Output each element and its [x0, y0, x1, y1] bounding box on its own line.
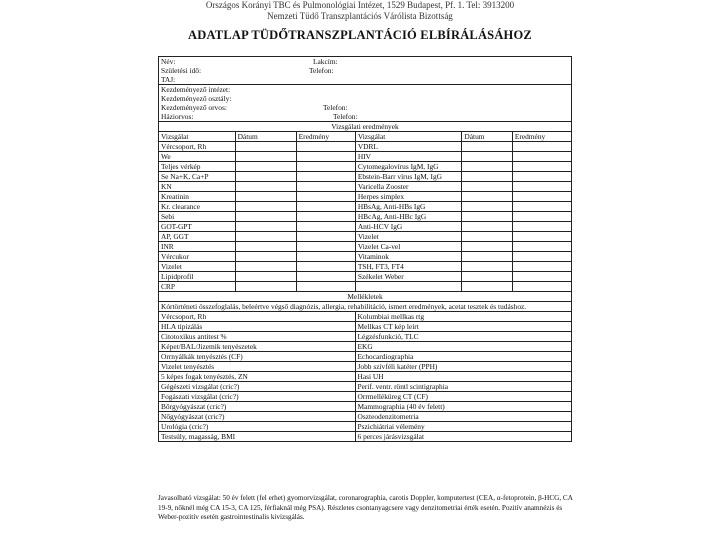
- lab-date-cell[interactable]: [236, 212, 297, 221]
- lab-test-name: Vizelet: [356, 232, 463, 241]
- lab-test-name: Anti-HCV IgG: [356, 222, 463, 231]
- lab-result-cell[interactable]: [513, 242, 571, 251]
- lab-row: [158, 251, 572, 261]
- attachment-item: Bőrgyógyászat (cric?): [159, 402, 356, 411]
- lab-result-cell[interactable]: [297, 232, 356, 241]
- lab-test-name: [356, 282, 463, 291]
- lab-date-cell[interactable]: [462, 252, 512, 261]
- lab-test-name: AP, GGT: [159, 232, 236, 241]
- lab-row: [158, 281, 572, 291]
- lab-test-name: GOT-GPT: [159, 222, 236, 231]
- lab-row: [158, 221, 572, 231]
- personal-row-department: [158, 94, 572, 103]
- lab-date-cell[interactable]: [236, 202, 297, 211]
- lab-row: [158, 271, 572, 281]
- lab-date-cell[interactable]: [236, 172, 297, 181]
- doctor-phone-field[interactable]: Telefon:: [323, 103, 348, 112]
- attachments-note: Kórtörténeti összefoglalás, beleértve végső diagnózis, allergia, rehabilitáció, ismert eredmények, acetat tesztek és tudáshoz.: [158, 301, 572, 311]
- lab-header-result-2: Eredmény: [514, 132, 546, 141]
- lab-result-cell[interactable]: [297, 182, 356, 191]
- lab-result-cell[interactable]: [297, 252, 356, 261]
- lab-result-cell[interactable]: [513, 262, 571, 271]
- attachment-item: Mammographia (40 év felett): [357, 402, 445, 411]
- lab-date-cell[interactable]: [462, 232, 512, 241]
- attachment-item: Fogászati vizsgálat (cric?): [159, 392, 356, 401]
- personal-row-institution: [158, 84, 572, 94]
- lab-test-name: Vércukor: [159, 252, 236, 261]
- lab-test-name: Ebstein-Barr vírus IgM, IgG: [356, 172, 463, 181]
- lab-date-cell[interactable]: [462, 172, 512, 181]
- lab-result-cell[interactable]: [513, 212, 571, 221]
- institution-field[interactable]: Kezdeményező intézet:: [161, 85, 231, 94]
- lab-result-cell[interactable]: [297, 162, 356, 171]
- lab-result-cell[interactable]: [297, 202, 356, 211]
- lab-results-body: [158, 141, 572, 291]
- gp-phone-field[interactable]: Telefon:: [333, 112, 358, 121]
- lab-date-cell[interactable]: [236, 182, 297, 191]
- lab-test-name: Lipidprofil: [159, 272, 236, 281]
- attachment-item: Citotoxikus antitest %: [159, 332, 356, 341]
- lab-date-cell[interactable]: [236, 162, 297, 171]
- attachment-item: Perif. ventr. röntl scintigraphia: [357, 382, 449, 391]
- lab-date-cell[interactable]: [236, 282, 297, 291]
- attachment-item: Kolumbiai mellkas rtg: [357, 312, 425, 321]
- lab-test-name: Vércsoport, Rh: [159, 142, 236, 151]
- attachment-item: Oszteodenzitometria: [357, 412, 419, 421]
- lab-date-cell[interactable]: [236, 222, 297, 231]
- address-field[interactable]: Lakcím:: [313, 57, 338, 66]
- lab-result-cell[interactable]: [297, 242, 356, 251]
- lab-row: [158, 161, 572, 171]
- personal-row-name: [158, 56, 572, 66]
- lab-date-cell[interactable]: [236, 272, 297, 281]
- lab-header-result: Eredmény: [297, 132, 356, 141]
- lab-result-cell[interactable]: [513, 172, 571, 181]
- lab-test-name: Vizelet Ca-vel: [356, 242, 463, 251]
- lab-header-row: [158, 131, 572, 141]
- lab-date-cell[interactable]: [462, 242, 512, 251]
- lab-row: [158, 211, 572, 221]
- lab-date-cell[interactable]: [462, 202, 512, 211]
- lab-date-cell[interactable]: [462, 182, 512, 191]
- lab-date-cell[interactable]: [462, 162, 512, 171]
- lab-result-cell[interactable]: [297, 142, 356, 151]
- lab-date-cell[interactable]: [462, 192, 512, 201]
- lab-row: [158, 171, 572, 181]
- lab-row: [158, 201, 572, 211]
- attachment-row: [158, 381, 572, 391]
- lab-result-cell[interactable]: [513, 222, 571, 231]
- lab-result-cell[interactable]: [297, 222, 356, 231]
- lab-date-cell[interactable]: [462, 282, 512, 291]
- attachment-row: [158, 331, 572, 341]
- attachment-row: [158, 311, 572, 321]
- attachment-item: Légzésfunkció, TLC: [357, 332, 419, 341]
- birth-date-field[interactable]: Születési idő:: [161, 66, 202, 75]
- attachment-item: Képet/BAL/Jizemik tenyészetek: [159, 342, 356, 351]
- lab-result-cell[interactable]: [513, 282, 571, 291]
- lab-result-cell[interactable]: [513, 202, 571, 211]
- attachments-section-title: Mellékletek: [158, 291, 572, 301]
- attachments-body: [158, 311, 572, 441]
- attachment-item: Mellkas CT kép leírt: [357, 322, 419, 331]
- attachment-item: Nőgyógyászat (cric?): [159, 412, 356, 421]
- personal-row-birth: [158, 66, 572, 75]
- personal-row-doctor: [158, 103, 572, 112]
- lab-result-cell[interactable]: [297, 262, 356, 271]
- lab-result-cell[interactable]: [513, 162, 571, 171]
- attachment-item: Orrmelléküreg CT (CF): [357, 392, 429, 401]
- lab-test-name: TSH, FT3, FT4: [356, 262, 463, 271]
- lab-test-name: Vitaminok: [356, 252, 463, 261]
- attachment-row: [158, 411, 572, 421]
- lab-result-cell[interactable]: [297, 272, 356, 281]
- lab-date-cell[interactable]: [462, 142, 512, 151]
- lab-date-cell[interactable]: [236, 242, 297, 251]
- attachment-row: [158, 341, 572, 351]
- lab-result-cell[interactable]: [513, 142, 571, 151]
- attachment-item: 6 perces járásvizsgálat: [357, 432, 425, 441]
- lab-date-cell[interactable]: [462, 262, 512, 271]
- lab-date-cell[interactable]: [236, 152, 297, 161]
- lab-result-cell[interactable]: [297, 282, 356, 291]
- lab-row: [158, 261, 572, 271]
- lab-test-name: Varicella Zooster: [356, 182, 463, 191]
- attachment-item: Testsúly, magasság, BMI: [159, 432, 356, 441]
- lab-row: [158, 191, 572, 201]
- doctor-field[interactable]: Kezdeményező orvos:: [161, 103, 227, 112]
- lab-result-cell[interactable]: [513, 182, 571, 191]
- attachment-item: Pszichiátriai vélemény: [357, 422, 425, 431]
- attachment-row: [158, 421, 572, 431]
- attachment-item: Vizelet tenyésztés: [159, 362, 356, 371]
- committee-header: Nemzeti Tüdő Transzplantációs Várólista Bizottság: [267, 11, 453, 21]
- department-field[interactable]: Kezdeményező osztály:: [161, 94, 232, 103]
- lab-row: [158, 151, 572, 161]
- lab-result-cell[interactable]: [513, 272, 571, 281]
- attachment-row: [158, 391, 572, 401]
- lab-header-test: Vizsgálat: [159, 132, 236, 141]
- lab-date-cell[interactable]: [236, 252, 297, 261]
- lab-test-name: Cytomegalovírus IgM, IgG: [356, 162, 463, 171]
- attachment-item: EKG: [357, 342, 373, 351]
- attachment-row: [158, 431, 572, 441]
- lab-row: [158, 241, 572, 251]
- table-bottom-border: [158, 441, 572, 442]
- lab-result-cell[interactable]: [513, 152, 571, 161]
- lab-date-cell[interactable]: [462, 152, 512, 161]
- form-table: [158, 56, 572, 442]
- taj-field[interactable]: TAJ:: [161, 75, 176, 84]
- lab-test-name: CRP: [159, 282, 236, 291]
- form-title: ADATLAP TÜDŐTRANSZPLANTÁCIÓ ELBÍRÁLÁSÁHOZ: [188, 28, 532, 42]
- attachment-item: Vércsoport, Rh: [159, 312, 356, 321]
- attachment-item: 5 képes fogak tenyésztés, ZN: [159, 372, 356, 381]
- personal-row-gp: [158, 112, 572, 121]
- phone-field[interactable]: Telefon:: [309, 66, 334, 75]
- lab-row: [158, 181, 572, 191]
- lab-test-name: Se Na+K, Ca+P: [159, 172, 236, 181]
- personal-row-taj: [158, 75, 572, 84]
- lab-date-cell[interactable]: [236, 262, 297, 271]
- lab-result-cell[interactable]: [297, 172, 356, 181]
- institution-header: Országos Korányi TBC és Pulmonológiai Intézet, 1529 Budapest, Pf. 1. Tel: 3913200: [205, 0, 515, 10]
- lab-result-cell[interactable]: [513, 232, 571, 241]
- lab-result-cell[interactable]: [513, 252, 571, 261]
- lab-test-name: VDRL: [356, 142, 463, 151]
- name-field[interactable]: Név:: [161, 57, 176, 66]
- attachment-row: [158, 371, 572, 381]
- attachment-item: Echocardiographia: [357, 352, 414, 361]
- lab-test-name: Sebi: [159, 212, 236, 221]
- lab-test-name: Vizelet: [159, 262, 236, 271]
- attachment-item: Urológia (cric?): [159, 422, 356, 431]
- lab-test-name: Kr. clearance: [159, 202, 236, 211]
- lab-result-cell[interactable]: [297, 212, 356, 221]
- lab-date-cell[interactable]: [236, 192, 297, 201]
- attachment-item: Orrnyálkák tenyésztés (CF): [159, 352, 356, 361]
- lab-date-cell[interactable]: [462, 212, 512, 221]
- lab-test-name: Kreatinin: [159, 192, 236, 201]
- lab-row: [158, 231, 572, 241]
- lab-test-name: Herpes simplex: [356, 192, 463, 201]
- lab-test-name: HIV: [356, 152, 463, 161]
- lab-date-cell[interactable]: [236, 232, 297, 241]
- lab-result-cell[interactable]: [513, 192, 571, 201]
- attachment-row: [158, 321, 572, 331]
- footer-note: Javasolható vizsgálat: 50 év felett (fel erhet) gyomorvizsgálat, coronarographia, carotis Doppler, komputertest (CEA, α-fetoprotein, β-HCG, CA 19-9, nőknél még CA 15-3, CA 125, férfiaknál még PSA). Részletes csontanyagcsere vagy denzitometriai érték esetén. Pozitív anamnézis és Weber-pozitív esetén gastrointestinalis kivizsgálás.: [158, 494, 573, 521]
- lab-header-date-2: Dátum: [462, 132, 512, 141]
- lab-test-name: KN: [159, 182, 236, 191]
- lab-test-name: HBcAg, Anti-HBc IgG: [356, 212, 463, 221]
- lab-test-name: HBsAg, Anti-HBs IgG: [356, 202, 463, 211]
- lab-test-name: Teljes vérkép: [159, 162, 236, 171]
- lab-test-name: INR: [159, 242, 236, 251]
- attachment-item: Jobb szívféli katéter (PPH): [357, 362, 438, 371]
- lab-header-test-2: Vizsgálat: [356, 132, 463, 141]
- lab-date-cell[interactable]: [236, 142, 297, 151]
- lab-result-cell[interactable]: [297, 192, 356, 201]
- lab-test-name: We: [159, 152, 236, 161]
- attachment-item: Hasi UH: [357, 372, 384, 381]
- attachment-item: HLA tipizálás: [159, 322, 356, 331]
- attachment-row: [158, 361, 572, 371]
- lab-test-name: Székelet Weber: [356, 272, 463, 281]
- lab-date-cell[interactable]: [462, 222, 512, 231]
- lab-section-title: Vizsgálati eredmények: [158, 121, 572, 131]
- lab-date-cell[interactable]: [462, 272, 512, 281]
- attachment-row: [158, 351, 572, 361]
- attachment-row: [158, 401, 572, 411]
- gp-field[interactable]: Háziorvos:: [161, 112, 194, 121]
- lab-header-date: Dátum: [236, 132, 297, 141]
- lab-result-cell[interactable]: [297, 152, 356, 161]
- attachment-item: Gégészeti vizsgálat (cric?): [159, 382, 356, 391]
- lab-row: [158, 141, 572, 151]
